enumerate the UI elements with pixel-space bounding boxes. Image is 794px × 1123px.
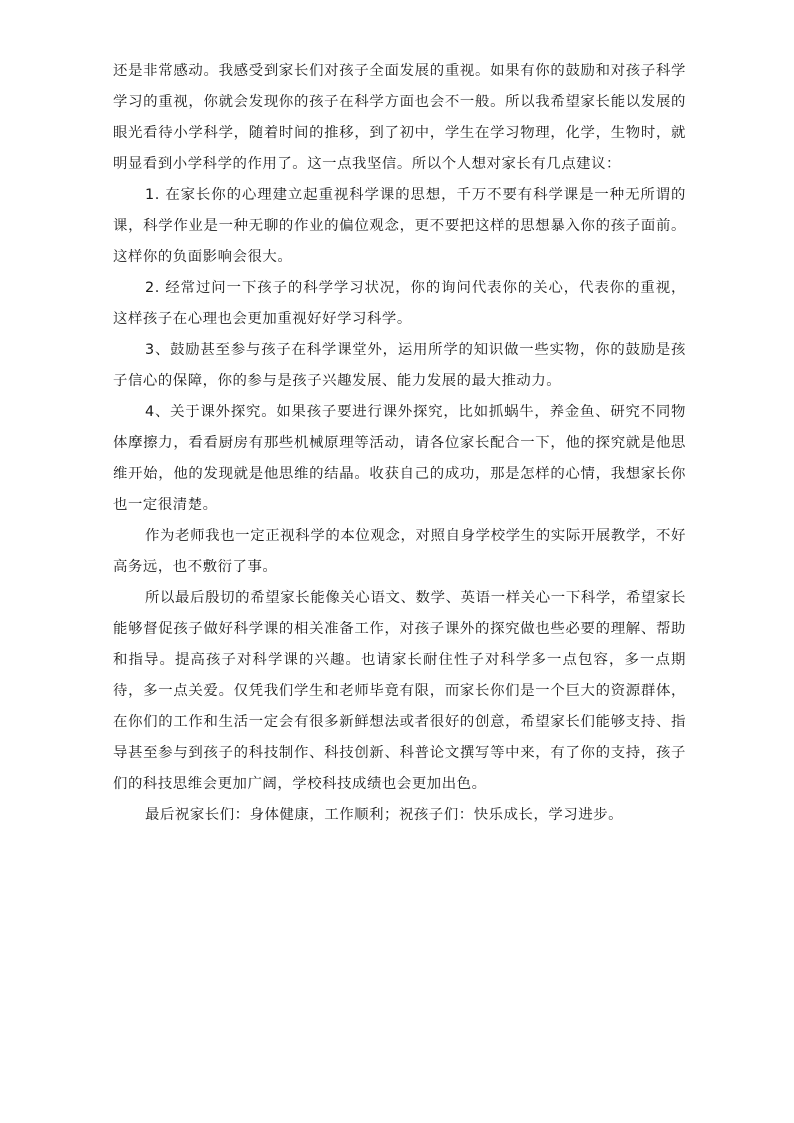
suggestion-4-paragraph: 4、关于课外探究。如果孩子要进行课外探究，比如抓蜗牛，养金鱼、研究不同物体摩擦力，看看厨房有那些机械原理等活动，请各位家长配合一下，他的探究就是他思维开始，他的发现就是他思维的结晶。收获自己的成功，那是怎样的心情，我想家长你也一定很清楚。 — [113, 404, 686, 513]
final-wishes-paragraph: 最后祝家长们：身体健康，工作顺利；祝孩子们：快乐成长，学习进步。 — [145, 807, 624, 823]
paragraph-continuation: 还是非常感动。我感受到家长们对孩子全面发展的重视。如果有你的鼓励和对孩子科学学习的重视，你就会发现你的孩子在科学方面也会不一般。所以我希望家长能以发展的眼光看待小学科学，随着时间的推移，到了初中，学生在学习物理，化学，生物时，就明显看到小学科学的作用了。这一点我坚信。所以个人想对家长有几点建议： — [113, 63, 686, 172]
teacher-commitment-paragraph: 作为老师我也一定正视科学的本位观念，对照自身学校学生的实际开展教学，不好高务远，也不敷衍了事。 — [113, 528, 686, 575]
suggestion-1-paragraph: 1. 在家长你的心理建立起重视科学课的思想，千万不要有科学课是一种无所谓的课，科学作业是一种无聊的作业的偏位观念，更不要把这样的思想暴入你的孩子面前。这样你的负面影响会很大。 — [113, 187, 686, 265]
closing-hope-paragraph: 所以最后殷切的希望家长能像关心语文、数学、英语一样关心一下科学，希望家长能够督促孩子做好科学课的相关准备工作，对孩子课外的探究做也些必要的理解、帮助和指导。提高孩子对科学课的兴趣。也请家长耐住性子对科学多一点包容，多一点期待，多一点关爱。仅凭我们学生和老师毕竟有限，而家长你们是一个巨大的资源群体，在你们的工作和生活一定会有很多新鲜想法或者很好的创意，希望家长们能够支持、指导甚至参与到孩子的科技制作、科技创新、科普论文撰写等中来，有了你的支持，孩子们的科技思维会更加广阔，学校科技成绩也会更加出色。 — [113, 590, 686, 792]
suggestion-3-paragraph: 3、鼓励甚至参与孩子在科学课堂外，运用所学的知识做一些实物，你的鼓励是孩子信心的保障，你的参与是孩子兴趣发展、能力发展的最大推动力。 — [113, 342, 686, 389]
document-page — [113, 56, 686, 831]
suggestion-2-paragraph: 2. 经常过问一下孩子的科学学习状况，你的询问代表你的关心，代表你的重视，这样孩子在心理也会更加重视好好学习科学。 — [113, 280, 686, 327]
